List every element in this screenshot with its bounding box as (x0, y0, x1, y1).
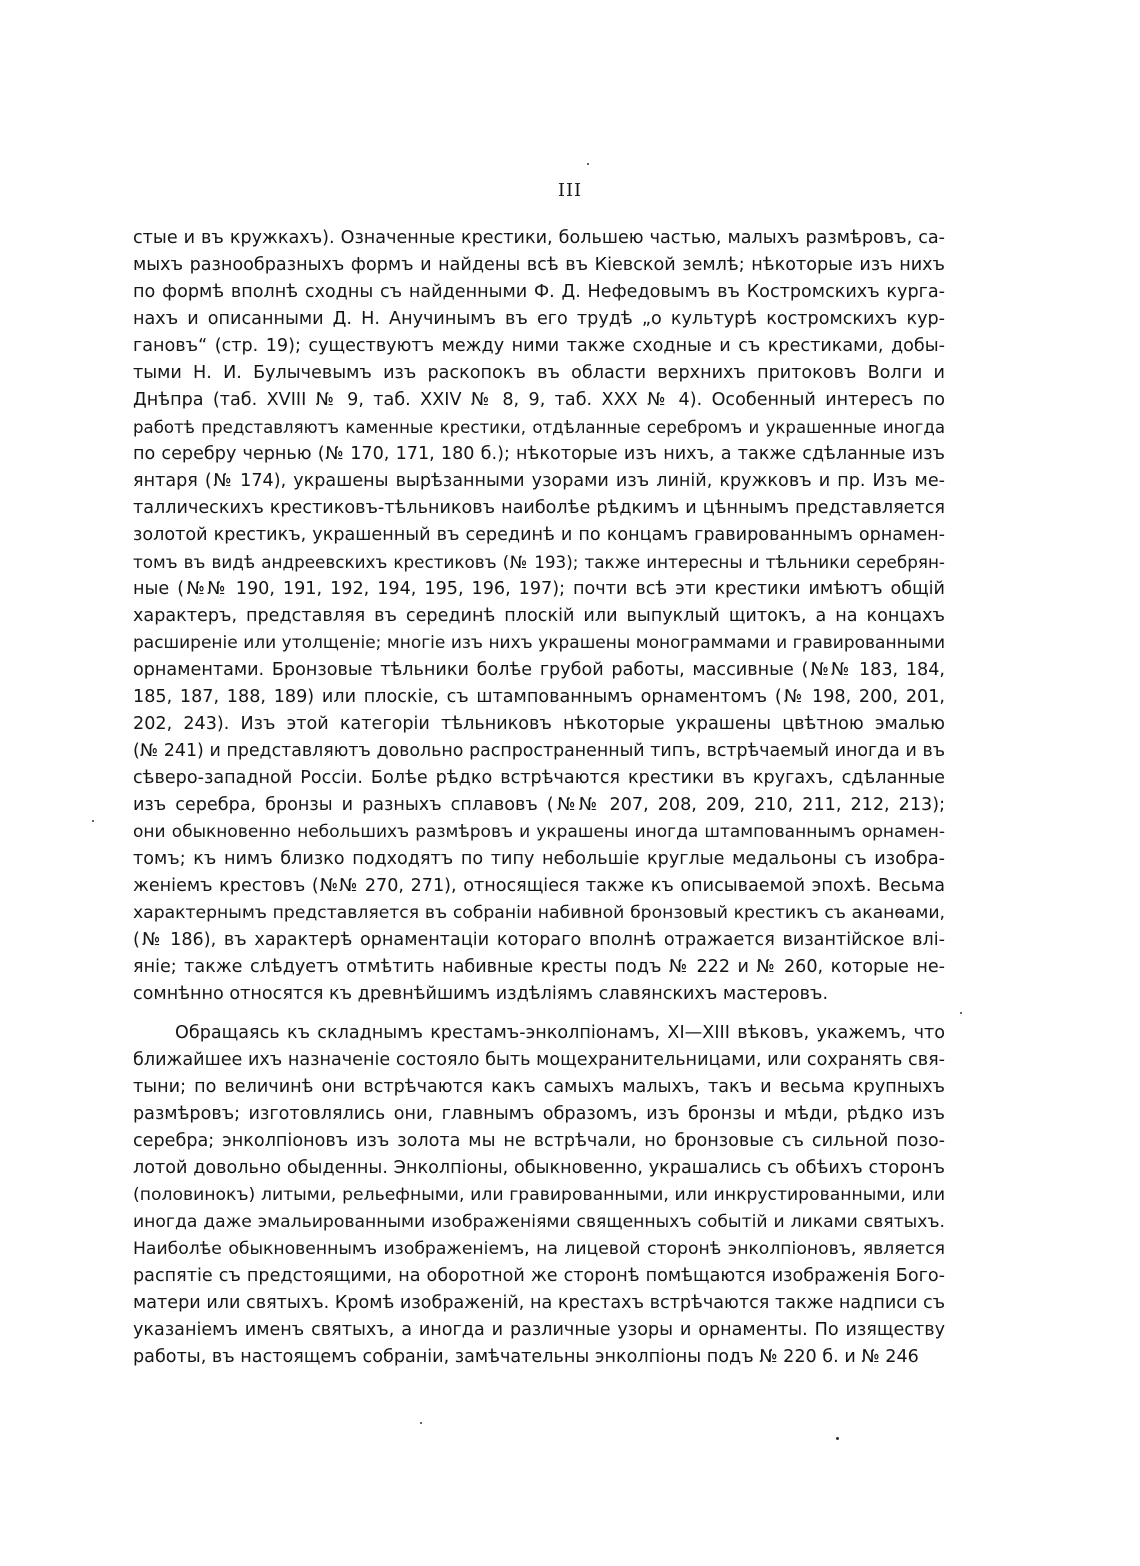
text-line: золотой крестикъ, украшенный въ серединѣ и по концамъ гравированнымъ орнамен- (133, 525, 945, 545)
text-line: Обращаясь къ складнымъ крестамъ-энколпіонамъ, XI—XIII вѣковъ, укажемъ, что (175, 1023, 945, 1043)
text-line: гановъ“ (стр. 19); существуютъ между ними также сходные и съ крестиками, добы- (133, 336, 945, 356)
text-line: (половинокъ) литыми, рельефными, или гравированными, или инкрустированными, или (133, 1185, 945, 1205)
text-line: яніе; также слѣдуетъ отмѣтить набивные кресты подъ № 222 и № 260, которые не- (133, 957, 945, 977)
text-line: ные (№№ 190, 191, 192, 194, 195, 196, 197); почти всѣ эти крестики имѣютъ общій (133, 579, 945, 599)
text-line: стые и въ кружкахъ). Означенные крестики, большею частью, малыхъ размѣровъ, са- (133, 228, 945, 248)
text-line: нахъ и описанными Д. Н. Анучинымъ въ его трудѣ „о культурѣ костромскихъ кур- (133, 309, 945, 329)
page-number: III (557, 180, 583, 201)
paper-speck (836, 1437, 839, 1440)
text-line: Наиболѣе обыкновеннымъ изображеніемъ, на лицевой сторонѣ энколпіоновъ, является (133, 1239, 945, 1259)
text-line: указаніемъ именъ святыхъ, а иногда и различные узоры и орнаменты. По изяществу (133, 1320, 945, 1340)
text-line: по серебру чернью (№ 170, 171, 180 б.); нѣкоторые изъ нихъ, а также сдѣланные изъ (133, 444, 945, 464)
text-line: сомнѣнно относятся къ древнѣйшимъ издѣліямъ славянскихъ мастеровъ. (133, 984, 829, 1004)
paper-speck (587, 163, 589, 165)
text-line: характернымъ представляется въ собраніи набивной бронзовый крестикъ съ аканѳами, (133, 903, 945, 923)
text-line: работѣ представляютъ каменные крестики, отдѣланные серебромъ и украшенные иногда (133, 418, 945, 437)
text-line: изъ серебра, бронзы и разныхъ сплавовъ (№№ 207, 208, 209, 210, 211, 212, 213); (133, 795, 945, 815)
paper-speck (960, 1012, 962, 1014)
text-line: женіемъ крестовъ (№№ 270, 271), относящіеся также къ описываемой эпохѣ. Весьма (133, 876, 945, 896)
text-line: томъ; къ нимъ близко подходятъ по типу небольшіе круглые медальоны съ изобра- (133, 849, 945, 869)
text-line: мыхъ разнообразныхъ формъ и найдены всѣ въ Кіевской землѣ; нѣкоторые изъ нихъ (133, 255, 945, 275)
text-line: тыни; по величинѣ они встрѣчаются какъ самыхъ малыхъ, такъ и весьма крупныхъ (133, 1077, 945, 1097)
text-line: работы, въ настоящемъ собраніи, замѣчательны энколпіоны подъ № 220 б. и № 246 (133, 1347, 919, 1367)
text-line: томъ въ видѣ андреевскихъ крестиковъ (№ 193); также интересны и тѣльники серебрян- (133, 552, 945, 572)
paper-speck (420, 1422, 422, 1424)
text-line: размѣровъ; изготовлялись они, главнымъ образомъ, изъ бронзы и мѣди, рѣдко изъ (133, 1104, 945, 1124)
text-line: матери или святыхъ. Кромѣ изображеній, на крестахъ встрѣчаются также надписи съ (133, 1293, 945, 1313)
text-line: лотой довольно обыденны. Энколпіоны, обыкновенно, украшались съ обѣихъ сторонъ (133, 1158, 945, 1178)
text-line: они обыкновенно небольшихъ размѣровъ и украшены иногда штампованнымъ орнамен- (133, 822, 945, 842)
text-line: распятіе съ предстоящими, на оборотной же сторонѣ помѣщаются изображенія Бого- (133, 1266, 945, 1286)
text-line: тыми Н. И. Булычевымъ изъ раскопокъ въ области верхнихъ притоковъ Волги и (133, 363, 945, 383)
text-line: ближайшее ихъ назначеніе состояло быть мощехранительницами, или сохранять свя- (133, 1050, 945, 1070)
text-line: (№ 241) и представляютъ довольно распространенный типъ, встрѣчаемый иногда и въ (133, 741, 945, 761)
text-line: сѣверо-западной Россіи. Болѣе рѣдко встрѣчаются крестики въ кругахъ, сдѣланные (133, 768, 945, 788)
text-line: по формѣ вполнѣ сходны съ найденными Ф. Д. Нефедовымъ въ Костромскихъ курга- (133, 282, 945, 302)
text-line: янтаря (№ 174), украшены вырѣзанными узорами изъ линій, кружковъ и пр. Изъ ме- (133, 471, 945, 491)
text-line: расширеніе или утолщеніе; многіе изъ нихъ украшены монограммами и гравированными (133, 633, 945, 653)
text-line: таллическихъ крестиковъ-тѣльниковъ наиболѣе рѣдкимъ и цѣннымъ представляется (133, 498, 945, 518)
text-line: 185, 187, 188, 189) или плоскіе, съ штампованнымъ орнаментомъ (№ 198, 200, 201, (133, 687, 945, 707)
text-line: 202, 243). Изъ этой категоріи тѣльниковъ нѣкоторые украшены цвѣтною эмалью (133, 714, 945, 734)
text-line: характеръ, представляя въ серединѣ плоскій или выпуклый щитокъ, а на концахъ (133, 606, 945, 626)
paper-speck (92, 820, 94, 822)
text-line: (№ 186), въ характерѣ орнаментаціи котораго вполнѣ отражается византійское влі- (133, 930, 945, 950)
text-line: Днѣпра (таб. XVIII № 9, таб. XXIV № 8, 9, таб. XXX № 4). Особенный интересъ по (133, 390, 945, 410)
text-line: иногда даже эмальированными изображеніями священныхъ событій и ликами святыхъ. (133, 1212, 945, 1232)
body-text (133, 225, 945, 1371)
text-line: серебра; энколпіоновъ изъ золота мы не встрѣчали, но бронзовые съ сильной позо- (133, 1131, 945, 1151)
text-line: орнаментами. Бронзовые тѣльники болѣе грубой работы, массивные (№№ 183, 184, (133, 660, 945, 680)
